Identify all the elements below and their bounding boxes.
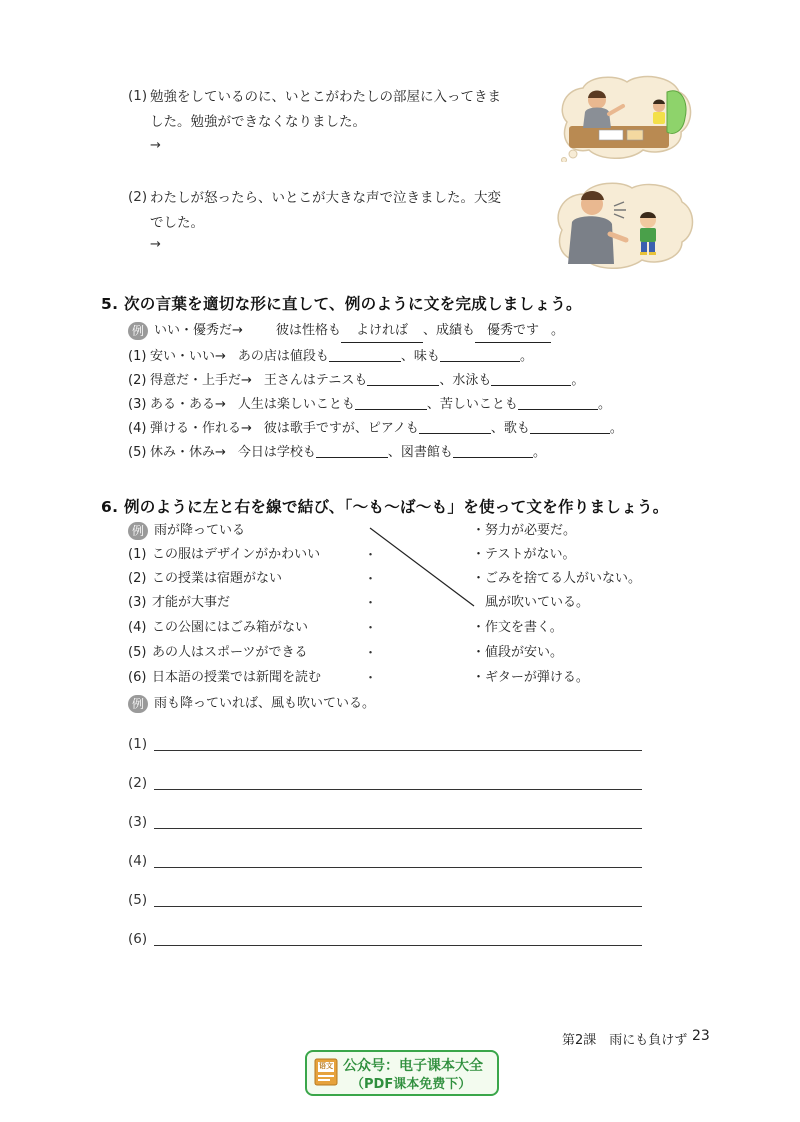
item-number: (2) [128, 189, 148, 205]
left-item [128, 520, 245, 542]
answer-line[interactable] [154, 906, 642, 907]
fill-item [128, 346, 533, 368]
match-dot-left[interactable]: ・ [364, 646, 378, 661]
item-text: 、図書館も [387, 445, 453, 460]
question-line: わたしが怒ったら、いとこが大きな声で泣きました。大変 [150, 190, 501, 206]
example-answer: よければ [341, 320, 423, 343]
watermark-line2: （PDF课本免费下） [351, 1077, 472, 1092]
item-text: あの店は値段も [237, 349, 329, 364]
right-item [472, 520, 576, 542]
answer-line-number: (4) [128, 853, 148, 869]
item-number: (5) [128, 445, 147, 460]
illustration-child-crying [552, 178, 698, 272]
item-end: 。 [519, 349, 533, 364]
page-number: 23 [692, 1028, 710, 1044]
answer-line-number: (5) [128, 892, 148, 908]
item-prompt: 弾ける・作れる→ [150, 421, 252, 436]
left-item [128, 642, 307, 664]
right-item-text: ごみを捨てる人がいない。 [485, 571, 642, 586]
fill-item [128, 394, 611, 416]
watermark-banner [305, 1050, 499, 1096]
item-end: 。 [532, 445, 546, 460]
fill-item [128, 370, 584, 392]
question-line: でした。 [150, 215, 204, 231]
answer-line-number: (6) [128, 931, 148, 947]
right-item-text: テストがない。 [485, 547, 576, 562]
answer-line-number: (1) [128, 736, 148, 752]
watermark-line1: 公众号：电子课本大全 [343, 1058, 483, 1074]
answer-blank[interactable] [419, 418, 491, 434]
example-badge: 例 [128, 522, 148, 540]
item-number: (2) [128, 571, 147, 586]
item-number: (1) [128, 88, 148, 104]
item-prompt: 安い・いい→ [150, 349, 226, 364]
item-number: (3) [128, 595, 147, 610]
left-item-text: この服はデザインがかわいい [152, 547, 321, 562]
section5-heading: 5. 次の言葉を適切な形に直して、例のように文を完成しましょう。 [101, 295, 582, 313]
answer-arrow: → [150, 138, 161, 153]
answer-line[interactable] [154, 867, 642, 868]
match-dot-right[interactable]: ・ [472, 645, 486, 660]
book-icon-label: 语文 [319, 1062, 333, 1070]
example-connector-line [368, 526, 478, 608]
answer-blank[interactable] [453, 442, 533, 458]
question-line: した。勉強ができなくなりました。 [150, 114, 366, 130]
answer-line-number: (2) [128, 775, 148, 791]
item-text: 、苦しいことも [426, 397, 518, 412]
fill-item [128, 442, 546, 464]
item-number: (2) [128, 373, 147, 388]
section6-heading: 6. 例のように左と右を線で結び、「～も～ば～も」を使って文を作りましょう。 [101, 498, 669, 516]
left-item-text: 才能が大事だ [152, 595, 231, 610]
item-text: 人生は楽しいことも [237, 397, 355, 412]
item-number: (5) [128, 645, 147, 660]
left-item [128, 568, 282, 590]
answer-line-number: (3) [128, 814, 148, 830]
fill-item [128, 418, 623, 440]
item-number: (6) [128, 670, 147, 685]
match-dot-right[interactable]: ・ [472, 670, 486, 685]
section5-example-row [128, 320, 564, 342]
right-item [472, 544, 576, 566]
right-item [472, 617, 563, 639]
item-prompt: 休み・休み→ [150, 445, 226, 460]
answer-line[interactable] [154, 945, 642, 946]
item-text: 、味も [400, 349, 440, 364]
item-end: 。 [571, 373, 585, 388]
item-end: 。 [609, 421, 623, 436]
match-dot-right[interactable]: ・ [472, 620, 486, 635]
right-item-text: 作文を書く。 [485, 620, 563, 635]
right-item [472, 592, 589, 614]
item-number: (3) [128, 397, 147, 412]
match-dot-right[interactable]: ・ [472, 523, 486, 538]
item-prompt: ある・ある→ [150, 397, 226, 412]
left-item-text: この公園にはごみ箱がない [152, 620, 309, 635]
right-item-text: ギターが弾ける。 [485, 670, 589, 685]
left-item [128, 667, 321, 689]
left-item [128, 592, 230, 614]
question-line: 勉強をしているのに、いとこがわたしの部屋に入ってきま [150, 89, 501, 105]
match-dot-left[interactable]: ・ [364, 621, 378, 636]
item-text: 王さんはテニスも [263, 373, 368, 388]
match-dot-left[interactable]: ・ [364, 548, 378, 563]
answer-line[interactable] [154, 789, 642, 790]
item-number: (1) [128, 547, 147, 562]
match-dot-left[interactable]: ・ [364, 671, 378, 686]
section4 [0, 0, 800, 280]
right-item [472, 642, 563, 664]
answer-blank[interactable] [491, 370, 571, 386]
item-number: (4) [128, 620, 147, 635]
answer-blank[interactable] [440, 346, 520, 362]
example-prompt: いい・優秀だ→ [154, 323, 243, 338]
item-text: 、水泳も [439, 373, 492, 388]
example-answer-text: 雨も降っていれば、風も吹いている。 [154, 696, 376, 711]
item-number: (1) [128, 349, 147, 364]
example-badge: 例 [128, 695, 148, 713]
answer-blank[interactable] [329, 346, 401, 362]
book-icon [313, 1057, 341, 1087]
answer-line[interactable] [154, 750, 642, 751]
right-item-text: 風が吹いている。 [485, 595, 590, 610]
answer-lines [128, 730, 648, 950]
example-end: 。 [551, 323, 565, 338]
right-item-text: 努力が必要だ。 [485, 523, 577, 538]
left-item-text: あの人はスポーツができる [152, 645, 308, 660]
item-end: 。 [597, 397, 611, 412]
example-answer: 優秀です [475, 320, 551, 343]
illustration-study-interrupted [555, 72, 695, 162]
item-text: 彼は歌手ですが、ピアノも [263, 421, 419, 436]
match-dot-right[interactable]: ・ [472, 571, 486, 586]
right-item [472, 667, 589, 689]
match-dot-right[interactable]: ・ [472, 547, 486, 562]
item-number: (4) [128, 421, 147, 436]
answer-arrow: → [150, 237, 161, 252]
left-item [128, 544, 320, 566]
answer-blank[interactable] [530, 418, 610, 434]
left-item-text: この授業は宿題がない [152, 571, 283, 586]
example-badge: 例 [128, 322, 148, 340]
example-text: 、成績も [423, 323, 476, 338]
answer-line[interactable] [154, 828, 642, 829]
example-text: 彼は性格も [276, 323, 342, 338]
matching-area [128, 520, 668, 700]
left-item [128, 617, 308, 639]
footer-lesson-title: 第2課 雨にも負けず [562, 1033, 688, 1048]
right-item [472, 568, 641, 590]
section6-example-answer [128, 693, 375, 715]
left-item-text: 雨が降っている [154, 523, 246, 538]
answer-blank[interactable] [367, 370, 439, 386]
match-dot-left[interactable]: ・ [364, 572, 378, 587]
left-item-text: 日本語の授業では新聞を読む [152, 670, 322, 685]
item-prompt: 得意だ・上手だ→ [150, 373, 252, 388]
item-text: 今日は学校も [237, 445, 316, 460]
answer-blank[interactable] [316, 442, 388, 458]
right-item-text: 値段が安い。 [485, 645, 564, 660]
answer-blank[interactable] [355, 394, 427, 410]
answer-blank[interactable] [518, 394, 598, 410]
match-dot-left[interactable]: ・ [364, 596, 378, 611]
item-text: 、歌も [490, 421, 530, 436]
